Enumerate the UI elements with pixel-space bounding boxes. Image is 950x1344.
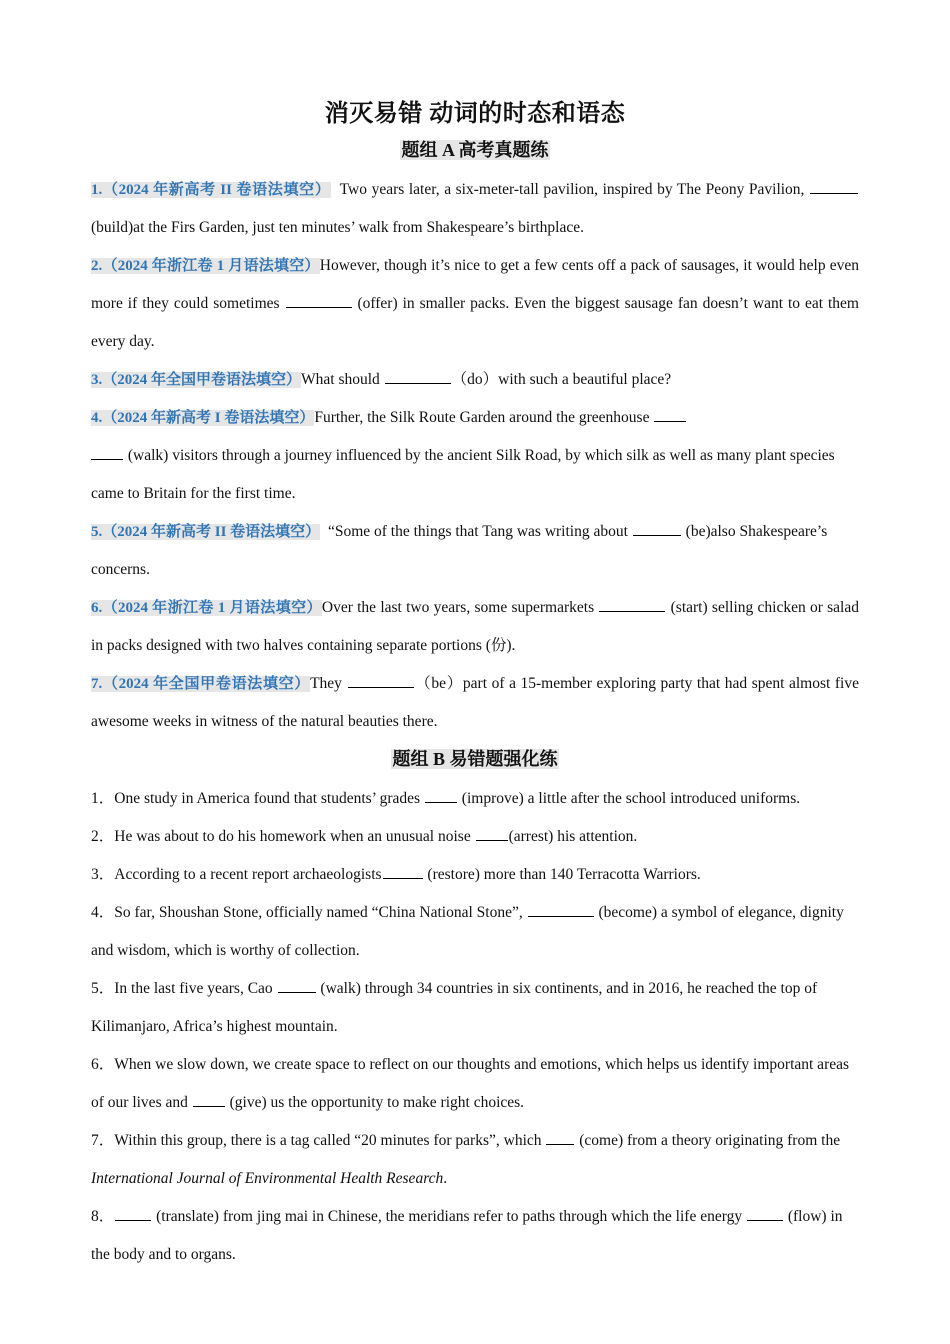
question-number: 4． bbox=[91, 904, 115, 921]
question-a-3: 3.（2024 年全国甲卷语法填空）What should （do）with such a beautiful place? bbox=[91, 371, 672, 388]
question-number: 3． bbox=[91, 866, 115, 883]
question-a-4: 4.（2024 年新高考 I 卷语法填空）Further, the Silk Route Garden around the greenhouse (walk) visitors through a journey influenced by the ancient Silk Road, by which silk as well as many plant species came to Britain for the first time. bbox=[91, 409, 835, 502]
question-source-tag: 4.（2024 年新高考 I 卷语法填空） bbox=[91, 410, 315, 426]
document-page bbox=[91, 96, 859, 1274]
question-b-8: 8． (translate) from jing mai in Chinese, the meridians refer to paths through which the life energy (flow) in the body and to organs. bbox=[91, 1208, 843, 1263]
question-a-1: 1.（2024 年新高考 II 卷语法填空） Two years later, a six-meter-tall pavilion, inspired by The Peony Pavilion, (build)at the Firs Garden, just ten minutes’ walk from Shakespeare’s birthplace. bbox=[91, 171, 859, 247]
question-b-7: 7．Within this group, there is a tag called “20 minutes for parks”, which (come) from a theory originating from the International Journal of Environmental Health Research. bbox=[91, 1132, 841, 1187]
question-b-3: 3．According to a recent report archaeologists (restore) more than 140 Terracotta Warriors. bbox=[91, 866, 701, 883]
question-number: 2． bbox=[91, 828, 115, 845]
answer-blank[interactable] bbox=[810, 181, 858, 194]
question-source-tag: 1.（2024 年新高考 II 卷语法填空） bbox=[91, 182, 331, 198]
question-number: 7． bbox=[91, 1132, 115, 1149]
answer-blank[interactable] bbox=[383, 866, 423, 879]
question-b-1: 1．One study in America found that students’ grades (improve) a little after the school introduced uniforms. bbox=[91, 790, 801, 807]
answer-blank[interactable] bbox=[115, 1208, 151, 1221]
page-title: 消灭易错 动词的时态和语态 bbox=[324, 101, 626, 127]
answer-blank[interactable] bbox=[633, 523, 681, 536]
answer-blank[interactable] bbox=[747, 1208, 783, 1221]
question-b-4: 4．So far, Shoushan Stone, officially named “China National Stone”, (become) a symbol of elegance, dignity and wisdom, which is worthy of collection. bbox=[91, 904, 844, 959]
answer-blank[interactable] bbox=[385, 371, 451, 384]
question-b-6: 6．When we slow down, we create space to reflect on our thoughts and emotions, which helps us identify important areas of our lives and (give) us the opportunity to make right choices. bbox=[91, 1056, 850, 1111]
question-source-tag: 6.（2024 年浙江卷 1 月语法填空） bbox=[91, 600, 322, 616]
question-a-2: 2.（2024 年浙江卷 1 月语法填空）However, though it’s nice to get a few cents off a pack of sausages, it would help even more if they could sometimes (offer) in smaller packs. Even the biggest sausage fan doesn’t want to eat them every day. bbox=[91, 257, 859, 350]
question-number: 6． bbox=[91, 1056, 115, 1073]
question-source-tag: 2.（2024 年浙江卷 1 月语法填空） bbox=[91, 258, 320, 274]
journal-title: International Journal of Environmental Health Research bbox=[91, 1170, 444, 1187]
question-source-tag: 5.（2024 年新高考 II 卷语法填空） bbox=[91, 524, 321, 540]
answer-blank[interactable] bbox=[528, 904, 594, 917]
question-source-tag: 3.（2024 年全国甲卷语法填空） bbox=[91, 372, 302, 388]
answer-blank[interactable] bbox=[193, 1094, 225, 1107]
answer-blank[interactable] bbox=[425, 790, 457, 803]
question-b-5: 5．In the last five years, Cao (walk) through 34 countries in six continents, and in 2016, he reached the top of Kilimanjaro, Africa’s highest mountain. bbox=[91, 980, 818, 1035]
question-a-6: 6.（2024 年浙江卷 1 月语法填空）Over the last two years, some supermarkets (start) selling chicken or salad in packs designed with two halves containing separate portions (份). bbox=[91, 599, 859, 654]
question-number: 5． bbox=[91, 980, 115, 997]
question-a-7: 7.（2024 年全国甲卷语法填空）They （be）part of a 15-member exploring party that had spent almost five awesome weeks in witness of the natural beauties there. bbox=[91, 675, 859, 730]
question-source-tag: 7.（2024 年全国甲卷语法填空） bbox=[91, 676, 311, 692]
question-number: 1． bbox=[91, 790, 115, 807]
question-number: 8． bbox=[91, 1208, 115, 1225]
section-heading-a: 题组 A 高考真题练 bbox=[401, 140, 549, 160]
answer-blank[interactable] bbox=[476, 828, 508, 841]
section-heading-b: 题组 B 易错题强化练 bbox=[392, 749, 558, 769]
answer-blank[interactable] bbox=[654, 409, 686, 422]
answer-blank[interactable] bbox=[348, 675, 414, 688]
answer-blank[interactable] bbox=[546, 1132, 574, 1145]
answer-blank[interactable] bbox=[278, 980, 316, 993]
answer-blank[interactable] bbox=[599, 599, 665, 612]
answer-blank[interactable] bbox=[91, 447, 123, 460]
question-a-5: 5.（2024 年新高考 II 卷语法填空） “Some of the things that Tang was writing about (be)also Shakespeare’s concerns. bbox=[91, 523, 828, 578]
question-b-2: 2．He was about to do his homework when an unusual noise (arrest) his attention. bbox=[91, 828, 638, 845]
answer-blank[interactable] bbox=[286, 295, 352, 308]
